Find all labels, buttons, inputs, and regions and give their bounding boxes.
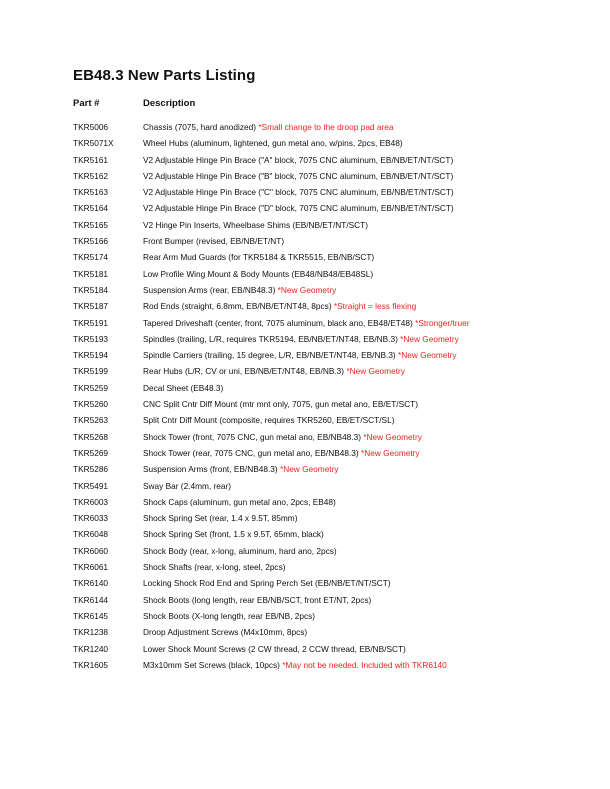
parts-row (0, 184, 610, 200)
part-number: TKR1238 (73, 627, 109, 638)
part-description-cell (143, 559, 286, 575)
parts-row (0, 510, 610, 526)
part-description-cell (143, 445, 420, 461)
part-number: TKR5260 (73, 399, 109, 410)
column-header-description: Description (143, 98, 196, 109)
part-description: Rear Arm Mud Guards (for TKR5184 & TKR5515, EB/NB/SCT) (143, 252, 375, 263)
part-number: TKR5184 (73, 284, 109, 295)
part-description: CNC Split Cntr Diff Mount (mtr mnt only, 7075, gun metal ano, EB/ET/SCT) (143, 399, 418, 410)
part-description: Shock Spring Set (front, 1.5 x 9.5T, 65mm, black) (143, 529, 324, 540)
parts-row (0, 266, 610, 282)
part-number: TKR5181 (73, 268, 109, 279)
part-description: M3x10mm Set Screws (black, 10pcs) (143, 659, 280, 670)
part-description: Suspension Arms (front, EB/NB48.3) (143, 464, 278, 475)
part-description: Shock Tower (rear, 7075 CNC, gun metal ano, EB/NB48.3) (143, 447, 359, 458)
part-description-cell (143, 347, 457, 363)
part-description-cell (143, 461, 339, 477)
part-description-cell (143, 608, 315, 624)
part-description-cell (143, 363, 405, 379)
part-number: TKR5166 (73, 236, 109, 247)
part-description: Sway Bar (2.4mm, rear) (143, 480, 232, 491)
parts-row (0, 445, 610, 461)
part-description: Spindles (trailing, L/R, requires TKR5194, EB/NB/ET/NT48, EB/NB.3) (143, 333, 398, 344)
part-description-cell (143, 543, 337, 559)
part-description-cell (143, 380, 223, 396)
part-number: TKR5193 (73, 333, 109, 344)
part-description-cell (143, 200, 454, 216)
part-description: Shock Spring Set (rear, 1.4 x 9.5T, 85mm) (143, 513, 298, 524)
parts-row (0, 152, 610, 168)
part-description-cell (143, 315, 470, 331)
part-description: Lower Shock Mount Screws (2 CW thread, 2 CCW thread, EB/NB/SCT) (143, 643, 406, 654)
part-number: TKR5162 (73, 170, 109, 181)
parts-row (0, 429, 610, 445)
parts-row (0, 135, 610, 151)
part-number: TKR5194 (73, 350, 109, 361)
part-number: TKR5286 (73, 464, 109, 475)
part-description: V2 Adjustable Hinge Pin Brace ("D" block, 7075 CNC aluminum, EB/NB/ET/NT/SCT) (143, 203, 454, 214)
part-description-cell (143, 298, 416, 314)
part-description: V2 Hinge Pin Inserts, Wheelbase Shims (EB/NB/ET/NT/SCT) (143, 219, 369, 230)
parts-row (0, 608, 610, 624)
part-number: TKR5259 (73, 382, 109, 393)
parts-row (0, 217, 610, 233)
parts-row (0, 233, 610, 249)
part-note: *New Geometry (279, 464, 339, 475)
part-description-cell (143, 510, 297, 526)
part-number: TKR1605 (73, 659, 109, 670)
part-description-cell (143, 412, 394, 428)
part-note: *New Geometry (277, 284, 337, 295)
parts-row (0, 559, 610, 575)
part-number: TKR6061 (73, 562, 109, 573)
parts-row (0, 478, 610, 494)
part-number: TKR6140 (73, 578, 109, 589)
part-note: *New Geometry (398, 350, 457, 361)
part-description: Shock Boots (X-long length, rear EB/NB, 2pcs) (143, 610, 316, 621)
part-description: Suspension Arms (rear, EB/NB48.3) (143, 284, 276, 295)
part-number: TKR5164 (73, 203, 109, 214)
part-description-cell (143, 592, 371, 608)
parts-row (0, 380, 610, 396)
part-number: TKR5165 (73, 219, 109, 230)
parts-row (0, 526, 610, 542)
part-note: *New Geometry (363, 431, 422, 442)
part-number: TKR6048 (73, 529, 109, 540)
parts-row (0, 347, 610, 363)
parts-row (0, 575, 610, 591)
parts-row (0, 641, 610, 657)
part-number: TKR5161 (73, 154, 109, 165)
parts-row (0, 494, 610, 510)
parts-row (0, 168, 610, 184)
part-description: Low Profile Wing Mount & Body Mounts (EB48/NB48/EB48SL) (143, 268, 374, 279)
part-description-cell (143, 266, 373, 282)
parts-row (0, 298, 610, 314)
part-number: TKR5163 (73, 187, 109, 198)
parts-row (0, 592, 610, 608)
part-note: *New Geometry (346, 366, 405, 377)
parts-row (0, 624, 610, 640)
part-description-cell (143, 184, 454, 200)
parts-row (0, 657, 610, 673)
part-description: Rear Hubs (L/R, CV or uni, EB/NB/ET/NT48, EB/NB.3) (143, 366, 345, 377)
part-description: Rod Ends (straight, 6.8mm, EB/NB/ET/NT48, 8pcs) (143, 301, 332, 312)
part-description: Shock Tower (front, 7075 CNC, gun metal ano, EB/NB48.3) (143, 431, 361, 442)
parts-row (0, 249, 610, 265)
part-description: Shock Shafts (rear, x-long, steel, 2pcs) (143, 562, 286, 573)
part-description-cell (143, 657, 447, 673)
part-description-cell (143, 396, 418, 412)
part-description: Shock Boots (long length, rear EB/NB/SCT, front ET/NT, 2pcs) (143, 594, 372, 605)
part-number: TKR6144 (73, 594, 109, 605)
part-description-cell (143, 249, 374, 265)
part-description: Droop Adjustment Screws (M4x10mm, 8pcs) (143, 627, 308, 638)
part-number: TKR6003 (73, 496, 109, 507)
part-description-cell (143, 152, 453, 168)
part-description: Shock Caps (aluminum, gun metal ano, 2pcs, EB48) (143, 496, 336, 507)
part-description-cell (143, 119, 393, 135)
part-number: TKR5071X (73, 138, 114, 149)
part-description-cell (143, 282, 336, 298)
part-number: TKR5006 (73, 122, 109, 132)
part-number: TKR6033 (73, 513, 109, 524)
part-description: Split Cntr Diff Mount (composite, requires TKR5260, EB/ET/SCT/SL) (143, 415, 395, 426)
parts-row (0, 315, 610, 331)
part-description: Chassis (7075, hard anodized) (143, 122, 256, 132)
part-description: Front Bumper (revised, EB/NB/ET/NT) (143, 236, 285, 247)
parts-row (0, 363, 610, 379)
part-description-cell (143, 429, 422, 445)
part-note: *Stronger/truer (415, 317, 470, 328)
part-description-cell (143, 478, 231, 494)
page-title: EB48.3 New Parts Listing (73, 67, 256, 84)
part-note: *May not be needed. Included with TKR6140 (282, 659, 447, 670)
part-description-cell (143, 135, 403, 151)
part-description-cell (143, 624, 307, 640)
part-description: Spindle Carriers (trailing, 15 degree, L/R, EB/NB/ET/NT48, EB/NB.3) (143, 350, 396, 361)
parts-row (0, 331, 610, 347)
parts-row (0, 412, 610, 428)
part-description: Locking Shock Rod End and Spring Perch Set (EB/NB/ET/NT/SCT) (143, 578, 391, 589)
part-description: Tapered Driveshaft (center, front, 7075 aluminum, black ano, EB48/ET48) (143, 317, 413, 328)
part-description: V2 Adjustable Hinge Pin Brace ("A" block, 7075 CNC aluminum, EB/NB/ET/NT/SCT) (143, 154, 454, 165)
part-number: TKR5191 (73, 317, 109, 328)
part-description: Shock Body (rear, x-long, aluminum, hard ano, 2pcs) (143, 545, 337, 556)
part-description-cell (143, 217, 368, 233)
part-note: *New Geometry (400, 333, 459, 344)
part-note: *New Geometry (361, 447, 420, 458)
part-number: TKR5491 (73, 480, 109, 491)
part-description-cell (143, 168, 453, 184)
part-description: Wheel Hubs (aluminum, lightened, gun metal ano, w/pins, 2pcs, EB48) (143, 138, 403, 149)
part-description: V2 Adjustable Hinge Pin Brace ("C" block, 7075 CNC aluminum, EB/NB/ET/NT/SCT) (143, 187, 454, 198)
part-description: Decal Sheet (EB48.3) (143, 382, 224, 393)
part-note: *Straight = less flexing (333, 301, 417, 312)
part-number: TKR5174 (73, 252, 109, 263)
part-number: TKR5263 (73, 415, 109, 426)
part-number: TKR5199 (73, 366, 109, 377)
parts-row (0, 461, 610, 477)
part-description-cell (143, 331, 459, 347)
part-description-cell (143, 526, 324, 542)
parts-row (0, 396, 610, 412)
part-description-cell (143, 494, 336, 510)
parts-row (0, 119, 610, 135)
part-number: TKR6145 (73, 610, 109, 621)
parts-row (0, 282, 610, 298)
part-note: *Small change to the droop pad area (258, 122, 394, 132)
part-number: TKR5187 (73, 301, 109, 312)
part-number: TKR5268 (73, 431, 109, 442)
column-header-part-number: Part # (73, 98, 100, 109)
part-number: TKR1240 (73, 643, 109, 654)
parts-row (0, 543, 610, 559)
part-number: TKR5269 (73, 447, 109, 458)
parts-row (0, 200, 610, 216)
part-description: V2 Adjustable Hinge Pin Brace ("B" block, 7075 CNC aluminum, EB/NB/ET/NT/SCT) (143, 170, 454, 181)
part-number: TKR6060 (73, 545, 109, 556)
part-description-cell (143, 233, 284, 249)
parts-list (0, 119, 610, 673)
part-description-cell (143, 575, 391, 591)
part-description-cell (143, 641, 406, 657)
